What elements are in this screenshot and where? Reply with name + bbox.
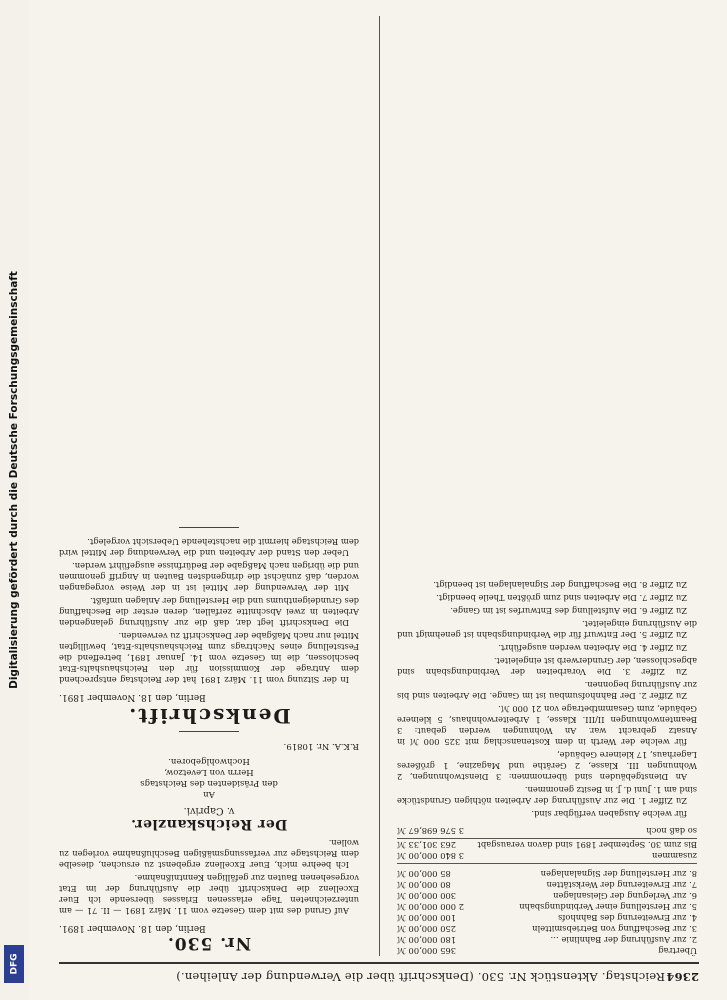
digitization-sidebar <box>0 0 28 1000</box>
cost-item-text: 6. zur Verlegung der Gleisanlagen <box>553 891 697 901</box>
remaining-value: 3 576 698,67 ℳ <box>397 826 464 836</box>
cost-item <box>397 868 697 879</box>
cost-item <box>397 934 697 945</box>
cost-item-amount: 80 000,00 ℳ <box>397 880 451 890</box>
memorandum-paragraph: Mit der Verwendung der Mittel ist in der Weise vorgegangen worden, daß zunächst die dringendsten Bauten in Angriff genommen und die übrigen nach Maßgabe der Bedürfnisse ausgeführt werden. <box>59 561 359 593</box>
body-paragraph: Zu Ziffer 8. Die Beschaffung der Signalanlagen ist beendigt. <box>433 580 687 590</box>
spent-row <box>397 839 697 850</box>
cost-items <box>397 868 697 945</box>
document-number: Nr. 530. <box>166 933 252 953</box>
reference-number: R.K.A. Nr. 10819. <box>283 741 359 751</box>
cost-item-text: 8. zur Herstellung der Signalanlagen <box>540 869 697 879</box>
body-paragraph: Zu Ziffer 4. Die Arbeiten werden ausgeführt. <box>498 643 687 653</box>
running-title: Reichstag. Aktenstück Nr. 530. (Denkschrift über die Verwendung der Anleihen.) <box>176 970 665 984</box>
body-paragraph: für welche der Werth in dem Kostenanschlag mit 325 000 ℳ in Ansatz gebracht war. An Wohnungen werden gebaut: 3 Beamtenwohnungen II/III. Klasse, 1 Arbeiterwohnhaus, 5 kleinere Gebäude, zum Gesammtbetrage von 21 000 ℳ. <box>397 704 697 747</box>
letter-paragraph: Auf Grund des mit dem Gesetze vom 11. März 1891 — II. 71 — am unterzeichneten Tage erlassenen Erlasses übersende ich Euer Excellenz die Denkschrift über die Ausführung der im Etat vorgesehenen Bauten zur gefälligen Kenntnißnahme. <box>59 873 359 916</box>
memorandum-date: Berlin, den 18. November 1891. <box>59 692 206 702</box>
running-header <box>59 964 699 986</box>
cost-item <box>397 879 697 890</box>
right-column <box>59 519 359 956</box>
cost-item <box>397 890 697 901</box>
cost-item-amount: 180 000,00 ℳ <box>397 935 457 945</box>
carry-value: 365 000,00 ℳ <box>397 946 457 956</box>
sum-value: 3 840 000,00 ℳ <box>397 851 464 861</box>
body-paragraph: Zu Ziffer 7. Die Arbeiten sind zum größten Theile beendigt. <box>436 593 687 603</box>
document-page <box>30 0 727 1000</box>
addressee-line: Hochwohlgeboren. <box>168 756 250 766</box>
cost-item-text: 3. zur Beschaffung von Betriebsmitteln <box>532 924 697 934</box>
spent-label: Bis zum 30. September 1891 sind davon verausgabt <box>477 840 697 850</box>
body-paragraph: Zu Ziffer 2. Der Bahnhofsumbau ist im Gange. Die Arbeiten sind bis zur Ausführung begonnen. <box>397 680 697 701</box>
cost-item-text: 7. zur Erweiterung der Werkstätten <box>546 880 697 890</box>
dfg-logo-text: DFG <box>9 953 20 975</box>
cost-item-amount: 100 000,00 ℳ <box>397 913 457 923</box>
cost-item-amount: 85 000,00 ℳ <box>397 869 451 879</box>
header-rule <box>59 962 699 964</box>
left-column <box>397 577 697 956</box>
memorandum-paragraph: Die Denkschrift legt dar, daß die zur Ausführung gelangenden Arbeiten in zwei Abschnitte zerfallen, deren erster die Beschaffung des Grundeigenthums und die Herstellung der Anlagen umfaßt. <box>59 596 359 628</box>
cost-item-text: 5. zur Herstellung einer Verbindungsbahn <box>519 902 697 912</box>
cost-item-amount: 2 000 000,00 ℳ <box>397 902 464 912</box>
cost-item-text: 4. zur Erweiterung des Bahnhofs <box>558 913 697 923</box>
sum-row <box>397 850 697 864</box>
sum-label: zusammen <box>652 851 697 861</box>
column-divider <box>379 16 380 956</box>
cost-item <box>397 901 697 912</box>
cost-item-amount: 250 000,00 ℳ <box>397 924 457 934</box>
spent-value: 263 301,33 ℳ <box>397 840 457 850</box>
carry-row <box>397 945 697 956</box>
letter-date: Berlin, den 18. November 1891. <box>59 923 206 933</box>
body-paragraph: An Dienstgebäuden sind übernommen: 3 Dienstwohnungen, 2 Wohnungen III. Klasse, 2 Geräthe und Magazine, 1 größeres Lagerhaus, 17 kleinere Gebäude, <box>397 750 697 782</box>
cost-item-text: 2. zur Ausführung der Bahnlinie … <box>550 935 697 945</box>
body-paragraph: für welche Ausgaben verfügbar sind. <box>531 809 687 819</box>
addressee-line: An <box>203 789 215 799</box>
cost-item-amount: 300 000,00 ℳ <box>397 891 457 901</box>
dfg-logo <box>4 945 24 983</box>
body-paragraph: Zu Ziffer 3. Die Vorarbeiten der Verbindungsbahn sind abgeschlossen, der Grunderwerb ist eingeleitet. <box>397 656 697 677</box>
addressee-line: den Präsidenten des Reichstags <box>140 778 278 788</box>
signature-title: Der Reichskanzler. <box>130 816 288 832</box>
memorandum-heading: Denkschrift. <box>127 704 291 728</box>
letter-paragraph: Ich beehre mich, Euer Excellenz ergebenst zu ersuchen, dieselbe dem Reichstage zur verfassungsmäßigen Beschlußnahme vorlegen zu wollen. <box>59 838 359 870</box>
body-paragraph: Zu Ziffer 6. Die Aufstellung des Entwurfes ist im Gange. <box>450 606 687 616</box>
cost-item <box>397 923 697 934</box>
memorandum-paragraph: In der Sitzung vom 11. März 1891 hat der Reichstag entsprechend dem Antrage der Kommission für den Reichshaushalts-Etat beschlossen, die im Gesetze vom 14. Januar 1891, betreffend die Feststellung eines Nachtrags zum Reichshaushalts-Etat, bewilligten Mittel nur nach Maßgabe der Denkschrift zu verwenden. <box>59 631 359 685</box>
section-rule <box>179 527 239 528</box>
cost-item <box>397 912 697 923</box>
signature-name: v. Caprivi. <box>183 805 235 816</box>
body-paragraph: Zu Ziffer 1. Die zur Ausführung der Arbeiten nöthigen Grundstücke sind am 1. Juni d. J. in Besitz genommen. <box>397 785 697 806</box>
memorandum-paragraph: Ueber den Stand der Arbeiten und die Verwendung der Mittel wird dem Reichstage hiermit die nachstehende Uebersicht vorgelegt. <box>59 537 359 558</box>
dfg-credit-label: Digitalisierung gefördert durch die Deutsche Forschungsgemeinschaft <box>8 271 20 689</box>
page-number: 2364 <box>666 970 699 984</box>
body-paragraph: Zu Ziffer 5. Der Entwurf für die Verbindungsbahn ist genehmigt und die Ausführung eingeleitet. <box>397 619 697 640</box>
carry-label: Übertrag <box>658 946 697 956</box>
addressee-line: Herrn von Levetzow, <box>164 767 254 777</box>
remaining-label: so daß noch <box>646 826 697 836</box>
section-rule <box>179 731 239 732</box>
remaining-row <box>397 825 697 839</box>
